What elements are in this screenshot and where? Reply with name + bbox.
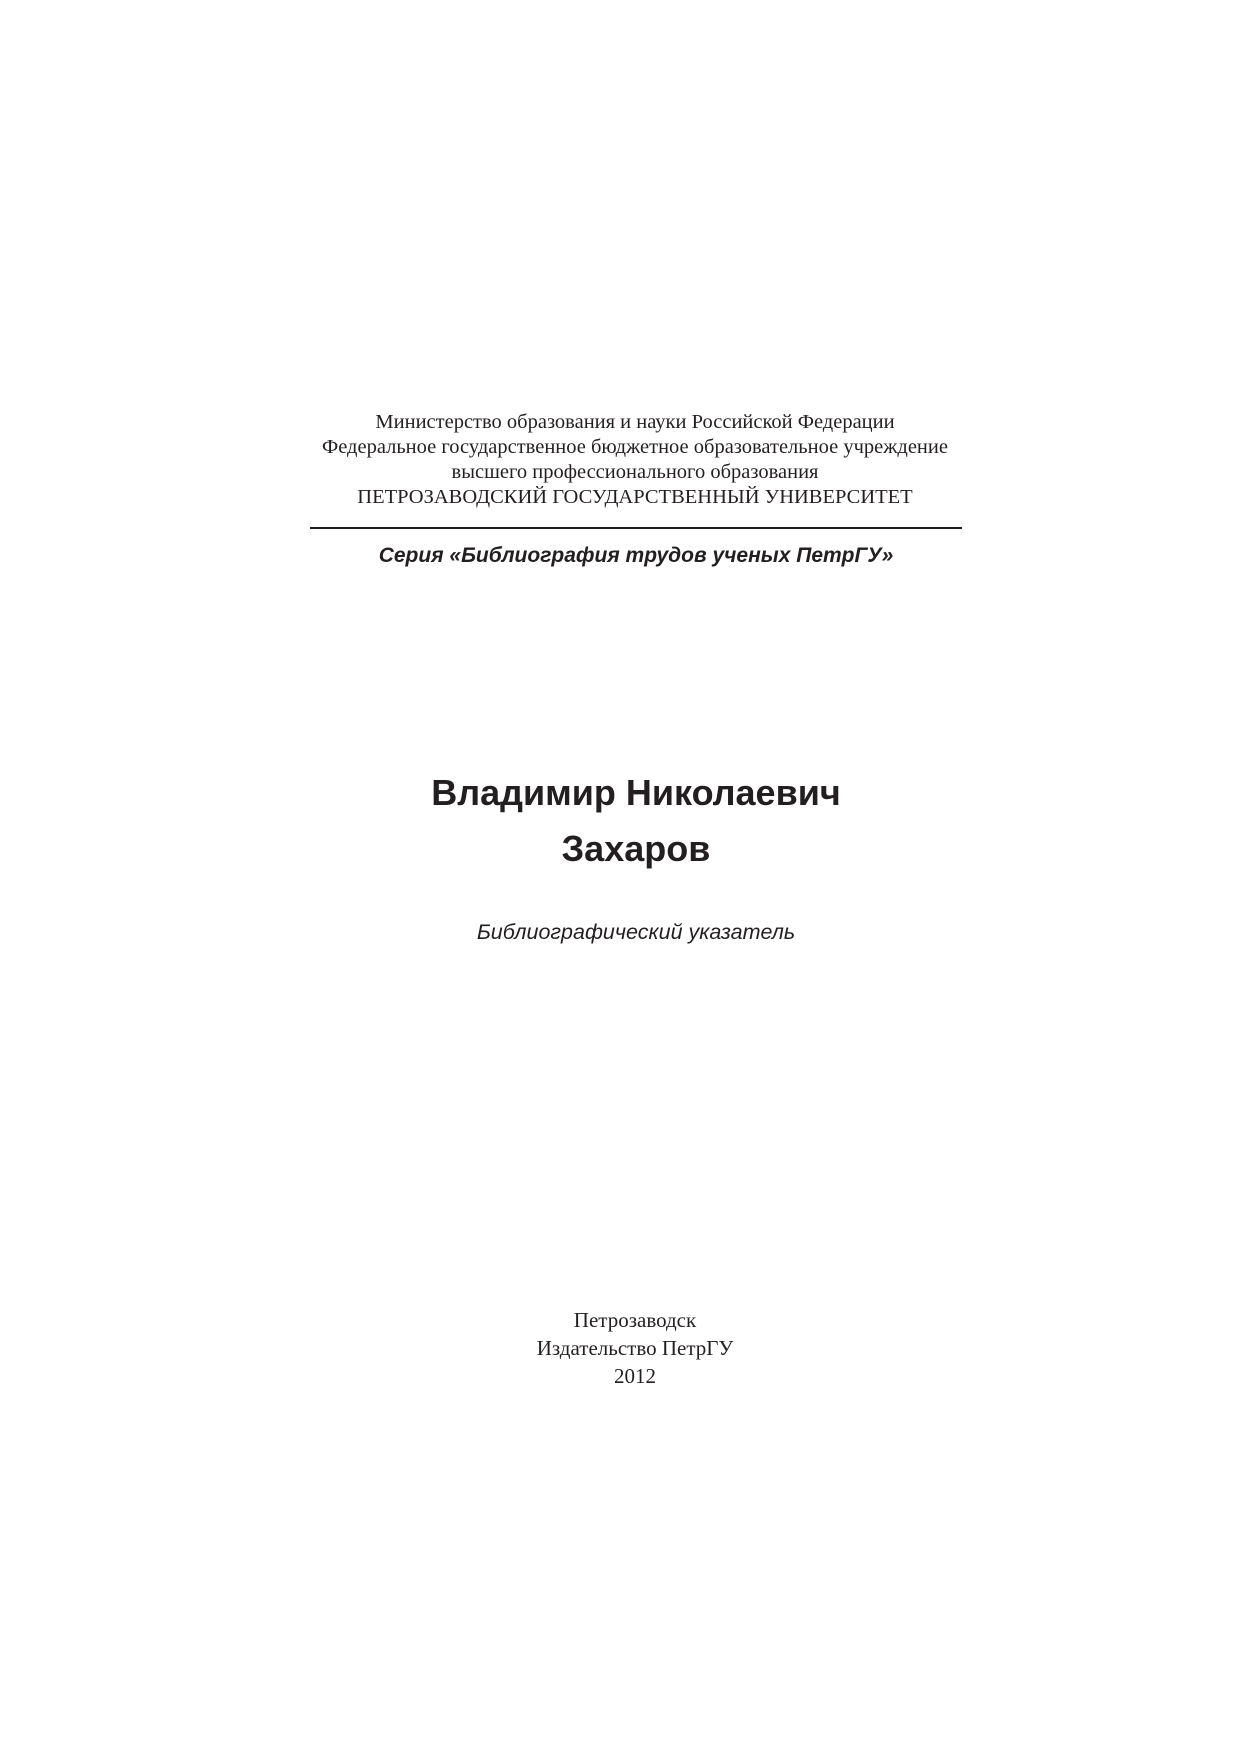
header-divider bbox=[310, 527, 962, 529]
author-title bbox=[310, 765, 962, 877]
author-first-names: Владимир Николаевич bbox=[431, 772, 841, 813]
imprint-city: Петрозаводск bbox=[573, 1308, 697, 1332]
institution-type-line-2: высшего профессионального образования bbox=[451, 461, 819, 483]
author-surname: Захаров bbox=[561, 828, 711, 869]
document-subtitle: Библиографический указатель bbox=[476, 920, 796, 944]
institution-header bbox=[310, 410, 960, 510]
series-title: Серия «Библиография трудов ученых ПетрГУ» bbox=[378, 544, 894, 567]
university-name: ПЕТРОЗАВОДСКИЙ ГОСУДАРСТВЕННЫЙ УНИВЕРСИТЕТ bbox=[357, 486, 913, 508]
institution-type-line: Федеральное государственное бюджетное образовательное учреждение bbox=[322, 436, 948, 458]
ministry-line: Министерство образования и науки Российской Федерации bbox=[375, 411, 895, 433]
imprint-block bbox=[435, 1306, 835, 1390]
imprint-publisher: Издательство ПетрГУ bbox=[536, 1336, 734, 1360]
imprint-year: 2012 bbox=[614, 1364, 656, 1388]
